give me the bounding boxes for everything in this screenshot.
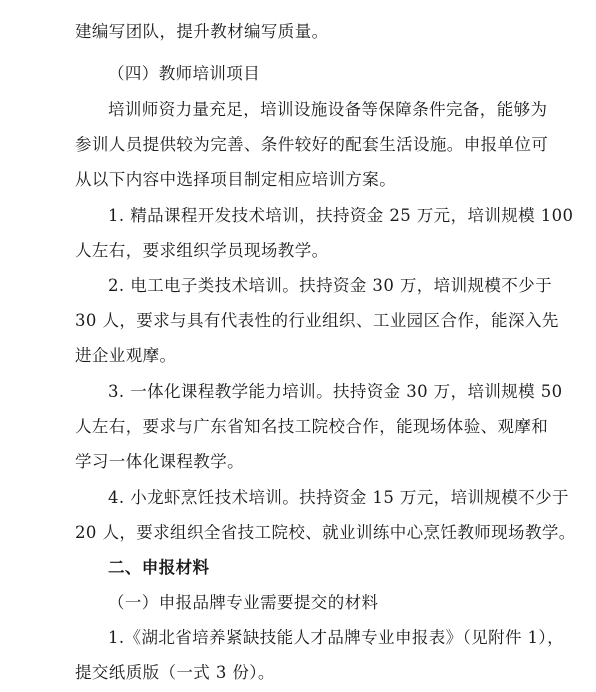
section-heading-teacher-training: （四）教师培训项目 — [108, 64, 261, 83]
list-item-1: 1.《湖北省培养紧缺技能人才品牌专业申报表》（见附件 1）， — [108, 628, 564, 647]
body-line: 培训师资力量充足，培训设施设备等保障条件完备，能够为 — [108, 100, 548, 119]
body-line: 学习一体化课程教学。 — [75, 452, 244, 471]
subsection-heading-brand-major: （一）申报品牌专业需要提交的材料 — [108, 593, 379, 612]
body-line: 进企业观摩。 — [75, 346, 177, 365]
body-line: 从以下内容中选择项目制定相应培训方案。 — [75, 170, 397, 189]
list-item-4: 4. 小龙虾烹饪技术培训。扶持资金 15 万元，培训规模不少于 — [108, 488, 569, 507]
body-line: 参训人员提供较为完善、条件较好的配套生活设施。申报单位可 — [75, 135, 549, 154]
list-item-3: 3. 一体化课程教学能力培训。扶持资金 30 万，培训规模 50 — [108, 382, 563, 401]
body-line: 人左右，要求组织学员现场教学。 — [75, 241, 329, 260]
body-line: 人左右，要求与广东省知名技工院校合作，能现场体验、观摩和 — [75, 417, 549, 436]
section-heading-application-materials: 二、申报材料 — [108, 558, 210, 577]
body-line: 20 人，要求组织全省技工院校、就业训练中心烹饪教师现场教学。 — [75, 523, 576, 542]
body-line: 提交纸质版（一式 3 份）。 — [75, 663, 275, 682]
list-item-1: 1. 精品课程开发技术培训，扶持资金 25 万元，培训规模 100 — [108, 206, 574, 225]
body-line: 建编写团队，提升教材编写质量。 — [75, 22, 329, 41]
body-line: 30 人，要求与具有代表性的行业组织、工业园区合作，能深入先 — [75, 311, 559, 330]
list-item-2: 2. 电工电子类技术培训。扶持资金 30 万，培训规模不少于 — [108, 276, 552, 295]
